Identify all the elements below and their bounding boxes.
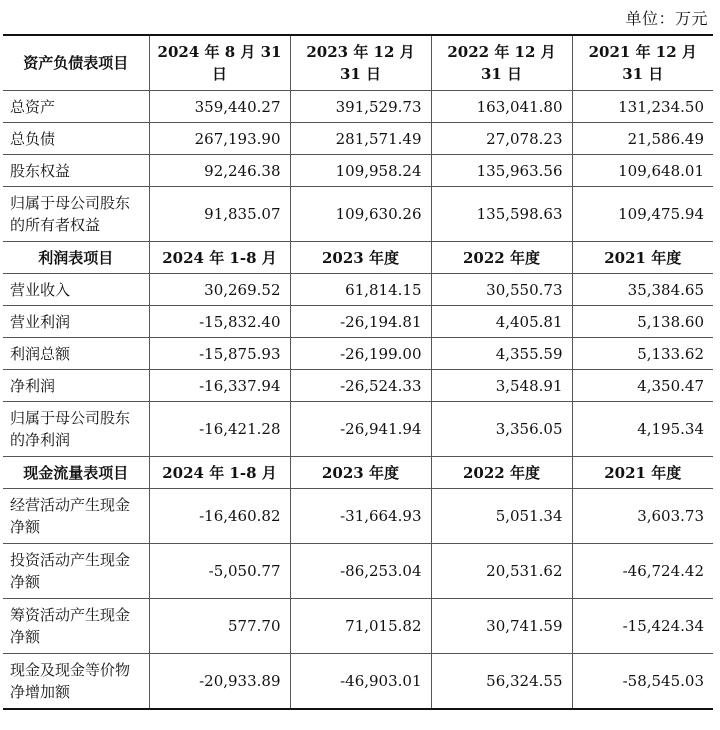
row-label: 归属于母公司股东的所有者权益	[3, 187, 149, 242]
value-cell: 109,475.94	[572, 187, 713, 242]
value-cell: 281,571.49	[290, 123, 431, 155]
value-cell: 30,269.52	[149, 274, 290, 306]
column-header: 2021 年度	[572, 457, 713, 489]
row-label: 经营活动产生现金净额	[3, 489, 149, 544]
value-cell: 5,051.34	[431, 489, 572, 544]
row-label: 股东权益	[3, 155, 149, 187]
table-row	[3, 274, 713, 306]
value-cell: 92,246.38	[149, 155, 290, 187]
value-cell: -16,421.28	[149, 402, 290, 457]
value-cell: 61,814.15	[290, 274, 431, 306]
financial-summary-table	[3, 34, 713, 710]
table-row	[3, 489, 713, 544]
column-header: 2022 年度	[431, 457, 572, 489]
value-cell: 109,648.01	[572, 155, 713, 187]
row-label: 总资产	[3, 91, 149, 123]
value-cell: 135,598.63	[431, 187, 572, 242]
value-cell: 27,078.23	[431, 123, 572, 155]
table-row	[3, 599, 713, 654]
value-cell: 4,195.34	[572, 402, 713, 457]
value-cell: -15,875.93	[149, 338, 290, 370]
value-cell: 3,356.05	[431, 402, 572, 457]
value-cell: 21,586.49	[572, 123, 713, 155]
balance-sheet-header-label: 资产负债表项目	[3, 35, 149, 91]
value-cell: -26,941.94	[290, 402, 431, 457]
value-cell: 109,630.26	[290, 187, 431, 242]
value-cell: -15,424.34	[572, 599, 713, 654]
value-cell: 5,138.60	[572, 306, 713, 338]
column-header: 2022 年 12 月 31 日	[431, 35, 572, 91]
value-cell: -31,664.93	[290, 489, 431, 544]
row-label: 营业收入	[3, 274, 149, 306]
table-row	[3, 370, 713, 402]
value-cell: -26,194.81	[290, 306, 431, 338]
column-header: 2024 年 1-8 月	[149, 242, 290, 274]
value-cell: 71,015.82	[290, 599, 431, 654]
table-row	[3, 187, 713, 242]
column-header: 2021 年度	[572, 242, 713, 274]
column-header: 2024 年 8 月 31 日	[149, 35, 290, 91]
row-label: 筹资活动产生现金净额	[3, 599, 149, 654]
column-header: 2021 年 12 月 31 日	[572, 35, 713, 91]
column-header: 2023 年度	[290, 457, 431, 489]
value-cell: -5,050.77	[149, 544, 290, 599]
value-cell: 391,529.73	[290, 91, 431, 123]
column-header: 2023 年 12 月 31 日	[290, 35, 431, 91]
value-cell: 91,835.07	[149, 187, 290, 242]
table-row	[3, 544, 713, 599]
value-cell: -58,545.03	[572, 654, 713, 710]
column-header: 2023 年度	[290, 242, 431, 274]
value-cell: 267,193.90	[149, 123, 290, 155]
value-cell: -86,253.04	[290, 544, 431, 599]
row-label: 利润总额	[3, 338, 149, 370]
value-cell: 135,963.56	[431, 155, 572, 187]
row-label: 营业利润	[3, 306, 149, 338]
column-header: 2024 年 1-8 月	[149, 457, 290, 489]
table-row	[3, 91, 713, 123]
value-cell: 4,355.59	[431, 338, 572, 370]
column-header: 2022 年度	[431, 242, 572, 274]
value-cell: 30,741.59	[431, 599, 572, 654]
value-cell: -20,933.89	[149, 654, 290, 710]
value-cell: -46,724.42	[572, 544, 713, 599]
value-cell: -16,337.94	[149, 370, 290, 402]
cash-flow-header-row	[3, 457, 713, 489]
value-cell: -26,199.00	[290, 338, 431, 370]
value-cell: 56,324.55	[431, 654, 572, 710]
value-cell: 359,440.27	[149, 91, 290, 123]
value-cell: 3,603.73	[572, 489, 713, 544]
unit-label: 单位：万元	[625, 9, 708, 28]
value-cell: 577.70	[149, 599, 290, 654]
table-row	[3, 155, 713, 187]
table-row	[3, 306, 713, 338]
row-label: 投资活动产生现金净额	[3, 544, 149, 599]
value-cell: 30,550.73	[431, 274, 572, 306]
value-cell: 4,350.47	[572, 370, 713, 402]
row-label: 净利润	[3, 370, 149, 402]
row-label: 归属于母公司股东的净利润	[3, 402, 149, 457]
value-cell: -26,524.33	[290, 370, 431, 402]
value-cell: -15,832.40	[149, 306, 290, 338]
value-cell: 109,958.24	[290, 155, 431, 187]
value-cell: -46,903.01	[290, 654, 431, 710]
income-statement-header-row	[3, 242, 713, 274]
value-cell: 4,405.81	[431, 306, 572, 338]
value-cell: -16,460.82	[149, 489, 290, 544]
balance-sheet-header-row	[3, 35, 713, 91]
row-label: 总负债	[3, 123, 149, 155]
value-cell: 131,234.50	[572, 91, 713, 123]
income-statement-header-label: 利润表项目	[3, 242, 149, 274]
value-cell: 35,384.65	[572, 274, 713, 306]
table-row	[3, 402, 713, 457]
table-row	[3, 338, 713, 370]
cash-flow-header-label: 现金流量表项目	[3, 457, 149, 489]
value-cell: 163,041.80	[431, 91, 572, 123]
table-row	[3, 654, 713, 710]
table-row	[3, 123, 713, 155]
value-cell: 5,133.62	[572, 338, 713, 370]
value-cell: 3,548.91	[431, 370, 572, 402]
row-label: 现金及现金等价物净增加额	[3, 654, 149, 710]
value-cell: 20,531.62	[431, 544, 572, 599]
